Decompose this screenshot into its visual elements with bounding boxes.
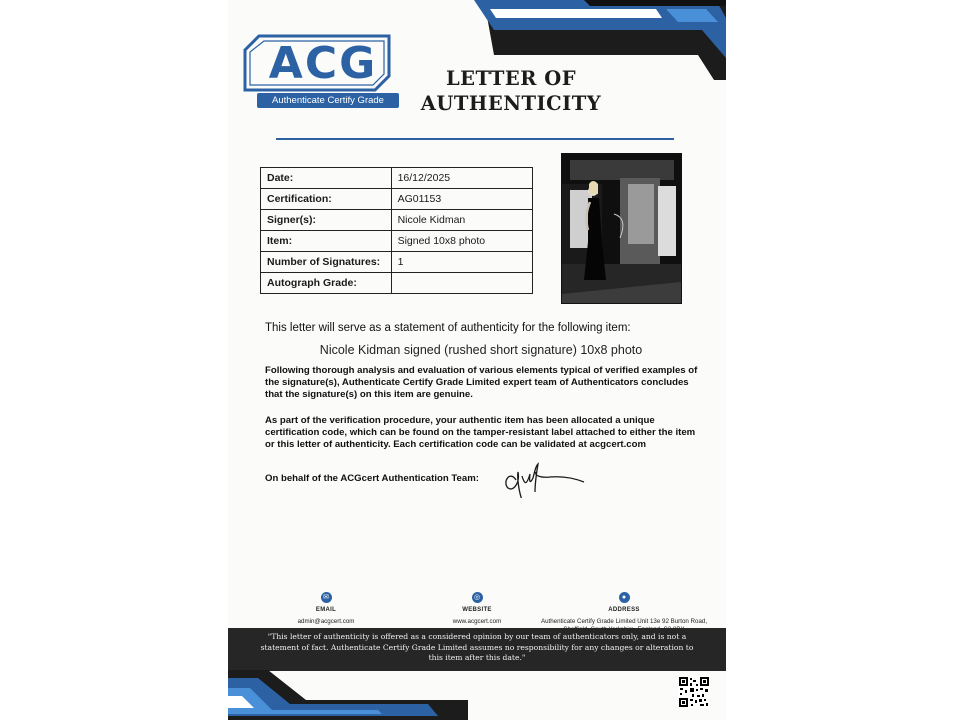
email-label: EMAIL [315, 607, 337, 613]
statement-text: This letter will serve as a statement of authenticity for the following item: [265, 322, 631, 334]
details-table [260, 167, 533, 294]
table-row [261, 252, 533, 273]
title-divider [276, 138, 674, 140]
contact-address [534, 586, 714, 634]
address-value: Authenticate Certify Grade Limited Unit 13e 92 Burton Road, [540, 618, 708, 625]
table-row [261, 231, 533, 252]
email-value[interactable]: admin@acgcert.com [297, 618, 355, 625]
row-value [391, 273, 532, 294]
certificate-page [228, 0, 726, 720]
address-label: ADDRESS [608, 607, 640, 613]
website-label: WEBSITE [462, 607, 492, 613]
table-row [261, 273, 533, 294]
table-row [261, 168, 533, 189]
row-label: Item: [261, 231, 392, 252]
row-label: Signer(s): [261, 210, 392, 231]
table-row [261, 189, 533, 210]
row-label: Certification: [261, 189, 392, 210]
contact-website [437, 586, 517, 626]
location-pin-icon: ● [619, 592, 630, 603]
row-value: AG01153 [391, 189, 532, 210]
analysis-paragraph: Following thorough analysis and evaluation of various elements typical of verified examples of the signature(s), Authenticate Certify Grade Limited expert team of Authenticators concludes that the signature(s) on this item are genuine. [265, 365, 698, 400]
row-label: Number of Signatures: [261, 252, 392, 273]
row-label: Autograph Grade: [261, 273, 392, 294]
row-label: Date: [261, 168, 392, 189]
globe-icon: ◎ [472, 592, 483, 603]
on-behalf-text: On behalf of the ACGcert Authentication Team: [265, 473, 479, 484]
title-line-1: LETTER OF [445, 67, 577, 90]
verification-paragraph: As part of the verification procedure, your authentic item has been allocated a unique certification code, which can be found on the tamper-resistant label attached to either the item or this letter of authenticity. Each certification code can be validated at acgcert.com [265, 415, 696, 450]
item-description: Nicole Kidman signed (rushed short signature) 10x8 photo [319, 343, 643, 357]
table-row [261, 210, 533, 231]
corner-decoration-bottom-left [228, 670, 468, 720]
row-value: 1 [391, 252, 532, 273]
disclaimer-band: "This letter of authenticity is offered as a considered opinion by our team of authenticators only, and is not a statement of fact. Authenticate Certify Grade Limited assumes no responsibility for any changes or alteration to this item after this date." [228, 628, 726, 671]
logo-brand: ACG [268, 38, 378, 89]
row-value: Signed 10x8 photo [391, 231, 532, 252]
authenticator-signature [500, 458, 590, 498]
qr-code[interactable] [678, 676, 710, 708]
row-value: 16/12/2025 [391, 168, 532, 189]
envelope-icon: ✉ [321, 592, 332, 603]
contact-email [286, 586, 366, 626]
acg-logo [243, 34, 393, 110]
signed-photo-thumbnail [561, 153, 682, 304]
website-value[interactable]: www.acgcert.com [452, 618, 502, 625]
row-value: Nicole Kidman [391, 210, 532, 231]
logo-tagline: Authenticate Certify Grade [257, 93, 399, 108]
title-line-2: AUTHENTICITY [420, 92, 602, 115]
document-title [398, 66, 624, 116]
